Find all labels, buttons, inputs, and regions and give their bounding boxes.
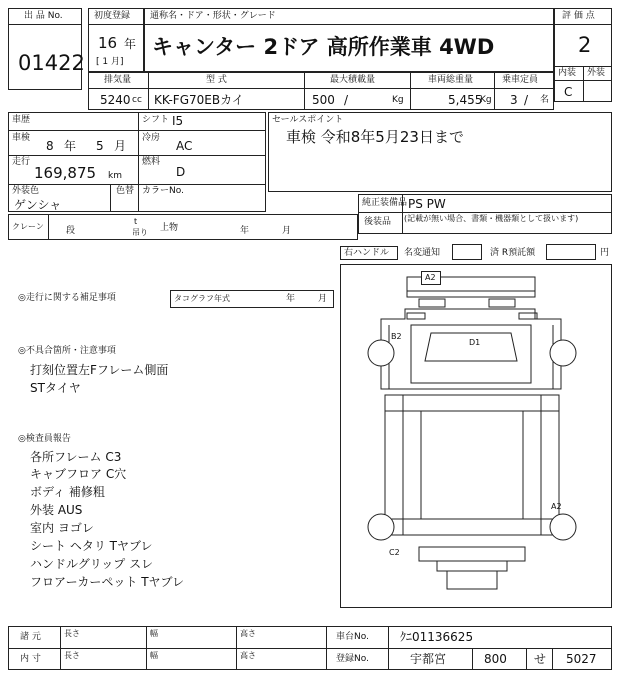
chassis-number-label: 車台No.: [336, 632, 369, 642]
registration-kana: せ: [534, 652, 547, 666]
inspector-line: 各所フレーム C3: [30, 450, 122, 464]
displacement-unit: cc: [132, 95, 142, 105]
yen-unit: 円: [600, 248, 610, 258]
recycle-deposit-label: 済 R預託額: [490, 248, 536, 258]
spec-length-label: 長さ: [64, 629, 80, 638]
aircon-value: AC: [176, 139, 193, 153]
sales-point-text: 車検 令和8年5月23日まで: [286, 128, 464, 146]
exterior-grade-label: 外装: [587, 68, 606, 78]
color-change-label: 色替: [116, 186, 135, 196]
damage-mark: D1: [469, 338, 481, 347]
shift-value: I5: [172, 114, 184, 128]
inspection-month-unit: 月: [114, 139, 127, 153]
inspection-year: 8: [46, 139, 54, 153]
gross-weight-label: 車両総重量: [428, 75, 474, 85]
inspector-line: フロアーカーペット Tヤブレ: [30, 575, 185, 589]
damage-mark: B2: [391, 332, 402, 341]
model-label: 型 式: [206, 75, 227, 85]
defect-line: STタイヤ: [30, 381, 81, 395]
mileage-unit: km: [108, 171, 122, 181]
right-handle-label: 右ハンドル: [344, 248, 390, 258]
history-label: 車歴: [12, 115, 31, 125]
displacement-value: 5240: [100, 93, 131, 107]
aftermarket-label: 後装品: [364, 217, 392, 227]
crane-stage-unit: 段: [66, 226, 76, 236]
damage-mark: C2: [389, 548, 400, 557]
registration-label: 登録No.: [336, 654, 369, 664]
mileage-value: 169,875: [34, 164, 97, 182]
damage-mark: A2: [551, 502, 562, 511]
defect-line: 打刻位置左Fフレーム側面: [30, 363, 169, 377]
aircon-label: 冷房: [142, 133, 161, 143]
name-change-label: 名変通知: [404, 248, 441, 258]
model-value: KK-FG70EBカイ: [154, 93, 244, 107]
crane-row: [8, 214, 358, 240]
interior-grade-label: 内装: [558, 68, 577, 78]
fuel-value: D: [176, 165, 186, 179]
aftermarket-note: (記載が無い場合、書類・機器類として扱います): [404, 214, 579, 223]
vehicle-damage-diagram: [340, 264, 612, 608]
max-load-unit: Kg: [392, 95, 404, 105]
inspector-report-label: ◎検査員報告: [18, 434, 71, 444]
first-registration-header: 初度登録: [94, 11, 131, 21]
tachograph-year-unit: 年: [286, 294, 296, 304]
info-grid: [8, 112, 266, 212]
first-registration-year-unit: 年: [124, 37, 137, 51]
inspector-line: ハンドルグリップ スレ: [30, 557, 154, 571]
max-load-value: 500: [312, 93, 335, 107]
displacement-label: 排気量: [104, 75, 132, 85]
inspection-label: 車検: [12, 133, 31, 143]
inspector-line: シート ヘタリ Tヤブレ: [30, 539, 153, 553]
spec-height-label: 高さ: [240, 629, 256, 638]
max-load-label: 最大積載量: [330, 75, 376, 85]
standard-equipment-label: 純正装備品: [362, 198, 408, 208]
crane-label: クレーン: [12, 222, 44, 231]
grade-header: 評 価 点: [562, 11, 595, 21]
capacity-label: 乗車定員: [502, 75, 539, 85]
vehicle-name-header: 通称名・ドア・形状・グレード: [150, 11, 276, 21]
spec-width-label: 幅: [150, 629, 158, 638]
vehicle-name: キャンター 2ドア 高所作業車 4WD: [152, 35, 495, 59]
lot-number-value: 01422: [18, 51, 85, 75]
capacity-sep: /: [524, 93, 529, 107]
mileage-label: 走行: [12, 157, 31, 167]
sales-point-label: セールスポイント: [272, 115, 344, 125]
crane-month-unit: 月: [282, 226, 292, 236]
max-load-sep: /: [344, 93, 349, 107]
tachograph-month-unit: 月: [318, 294, 328, 304]
registration-office: 宇都宮: [410, 652, 447, 666]
fuel-label: 燃料: [142, 157, 161, 167]
crane-year-unit: 年: [240, 226, 250, 236]
lot-number-header: 出 品 No.: [24, 11, 63, 21]
standard-equipment-value: PS PW: [408, 197, 446, 211]
shift-label: シフト: [142, 115, 170, 125]
inspection-month: 5: [96, 139, 104, 153]
gross-weight-value: 5,455: [448, 93, 483, 107]
capacity-value: 3: [510, 93, 518, 107]
crane-lift-top: t: [134, 217, 138, 226]
inner-dimensions-row-label: 内 寸: [20, 654, 41, 664]
exterior-color-label: 外装色: [12, 186, 40, 196]
driving-notes-label: ◎走行に関する補足事項: [18, 293, 116, 303]
inspector-line: 室内 ヨゴレ: [30, 521, 94, 535]
inspector-line: ボディ 補修粗: [30, 485, 105, 499]
defects-label: ◎不具合箇所・注意事項: [18, 346, 116, 356]
upper-body-label: 上物: [160, 223, 179, 233]
inner-height-label: 高さ: [240, 651, 256, 660]
exterior-color-value: ゲンシャ: [14, 198, 62, 212]
color-number-label: カラーNo.: [142, 186, 184, 196]
gross-weight-unit: Kg: [480, 95, 492, 105]
registration-class: 800: [484, 652, 507, 666]
inspector-line: キャブフロア C穴: [30, 467, 127, 481]
interior-grade-value: C: [564, 85, 573, 99]
crane-lift-label: 吊り: [132, 228, 148, 237]
grade-score: 2: [578, 33, 592, 57]
registration-number: 5027: [566, 652, 597, 666]
specs-row-label: 諸 元: [20, 632, 41, 642]
damage-mark: A2: [425, 273, 436, 282]
inner-width-label: 幅: [150, 651, 158, 660]
capacity-unit: 名: [540, 95, 550, 105]
truck-outline: [341, 265, 611, 607]
inner-length-label: 長さ: [64, 651, 80, 660]
inspection-year-unit: 年: [64, 139, 77, 153]
tachograph-label: タコグラフ年式: [174, 294, 230, 303]
chassis-number-value: ｸﾆ01136625: [400, 630, 474, 644]
inspector-line: 外装 AUS: [30, 503, 83, 517]
name-change-field: [452, 244, 482, 260]
first-registration-year: 16: [98, 34, 118, 52]
first-registration-month: [ 1 月]: [96, 57, 124, 67]
recycle-deposit-field: [546, 244, 596, 260]
